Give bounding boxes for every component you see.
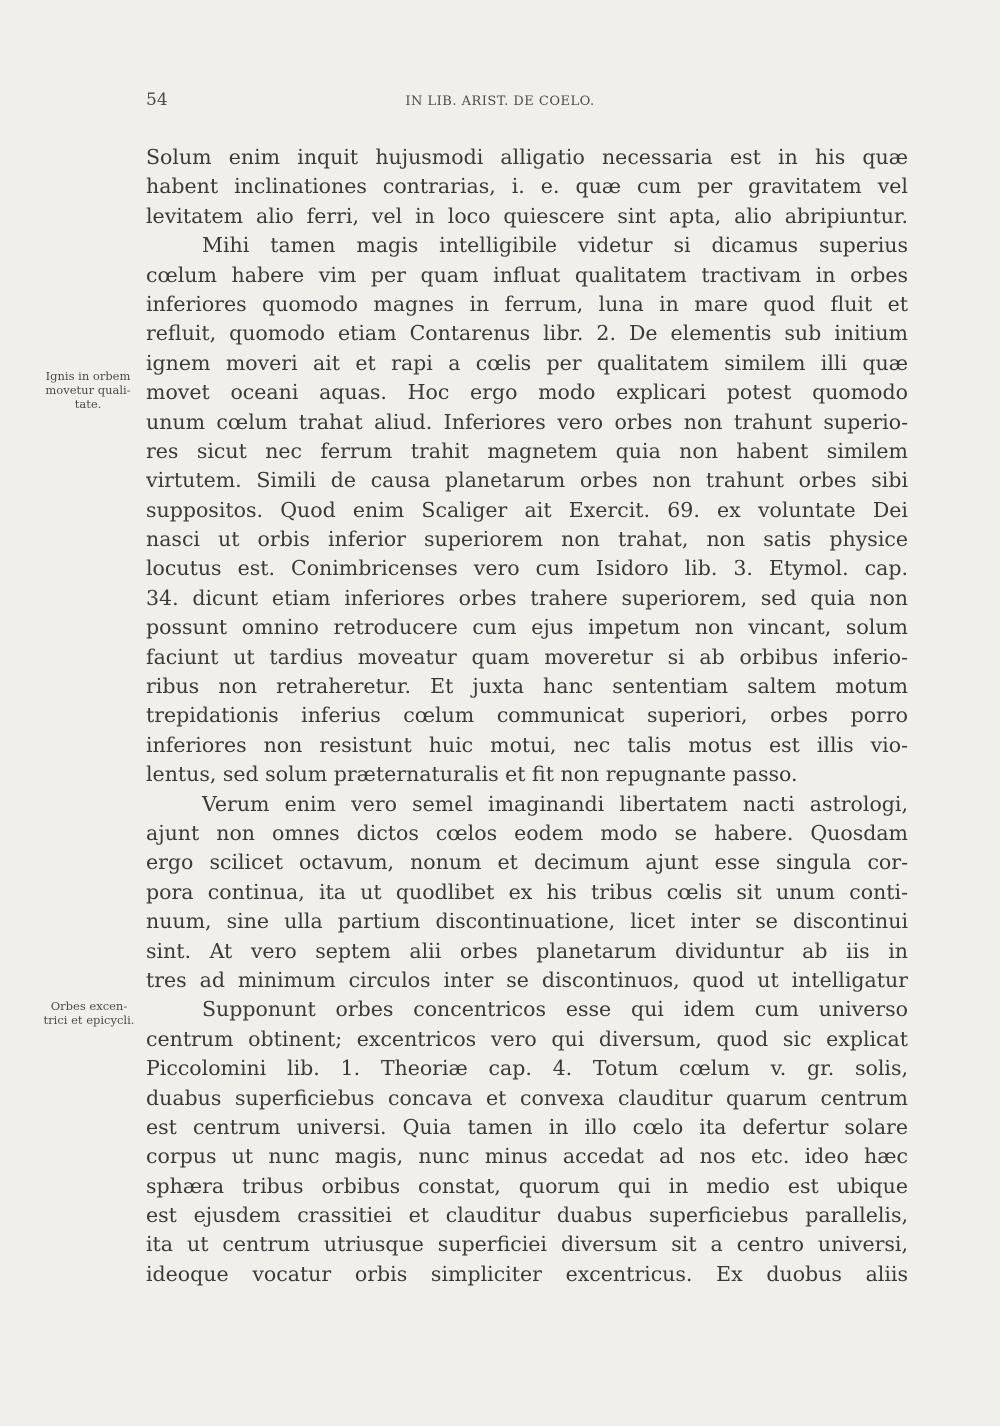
text-line: ajunt non omnes dictos cœlos eodem modo se habere. Quosdam [146, 820, 908, 845]
text-line: inferiores non resistunt huic motui, nec talis motus est illis vio- [146, 732, 908, 757]
text-line: unum cœlum trahat aliud. Inferiores vero orbes non trahunt superio- [146, 409, 908, 434]
text-line: ignem moveri ait et rapi a cœlis per qualitatem similem illi quæ [146, 350, 908, 375]
margin-note-line: Ignis in orbem [45, 369, 131, 383]
text-line: tres ad minimum circulos inter se discontinuos, quod ut intelligatur [146, 967, 908, 992]
text-line: res sicut nec ferrum trahit magnetem quia non habent similem [146, 438, 908, 463]
running-title: IN LIB. ARIST. DE COELO. [405, 94, 595, 109]
margin-note-orbes [28, 999, 150, 1027]
text-line: inferiores quomodo magnes in ferrum, luna in mare quod fluit et [146, 291, 908, 316]
margin-note-line: trici et epicycli. [43, 1013, 135, 1027]
text-line: levitatem alio ferri, vel in loco quiescere sint apta, alio abripiuntur. [146, 203, 908, 228]
text-line: lentus, sed solum præternaturalis et fit non repugnante passo. [146, 762, 798, 787]
text-line: est ejusdem crassitiei et clauditur duabus superficiebus parallelis, [146, 1203, 908, 1228]
margin-note-line: movetur quali- [45, 383, 131, 397]
text-line: nasci ut orbis inferior superiorem non trahat, non satis physice [146, 527, 908, 552]
text-line: ideoque vocatur orbis simpliciter excentricus. Ex duobus aliis [146, 1261, 908, 1286]
margin-note-ignis [34, 369, 142, 411]
page-number: 54 [146, 90, 168, 110]
text-line: ribus non retraheretur. Et juxta hanc sententiam saltem motum [146, 674, 908, 699]
text-line: ita ut centrum utriusque superficiei diversum sit a centro universi, [146, 1232, 908, 1257]
text-line: movet oceani aquas. Hoc ergo modo explicari potest quomodo [146, 380, 908, 405]
text-line: est centrum universi. Quia tamen in illo cœlo ita defertur solare [146, 1114, 908, 1139]
text-line: Verum enim vero semel imaginandi libertatem nacti astrologi, [202, 791, 908, 816]
text-line: sphæra tribus orbibus constat, quorum qui in medio est ubique [146, 1173, 908, 1198]
text-line: virtutem. Simili de causa planetarum orbes non trahunt orbes sibi [146, 468, 908, 493]
text-line: Supponunt orbes concentricos esse qui idem cum universo [202, 997, 908, 1022]
text-line: trepidationis inferius cœlum communicat superiori, orbes porro [146, 703, 908, 728]
text-line: Piccolomini lib. 1. Theoriæ cap. 4. Totum cœlum v. gr. solis, [146, 1056, 908, 1081]
text-line: sint. At vero septem alii orbes planetarum dividuntur ab iis in [146, 938, 908, 963]
text-line: nuum, sine ulla partium discontinuatione, licet inter se discontinui [146, 909, 908, 934]
text-line: faciunt ut tardius moveatur quam moveretur si ab orbibus inferio- [146, 644, 908, 669]
text-line: cœlum habere vim per quam influat qualitatem tractivam in orbes [146, 262, 908, 287]
text-line: 34. dicunt etiam inferiores orbes trahere superiorem, sed quia non [146, 585, 908, 610]
text-line: Mihi tamen magis intelligibile videtur si dicamus superius [202, 233, 908, 258]
text-line: suppositos. Quod enim Scaliger ait Exercit. 69. ex voluntate Dei [146, 497, 908, 522]
margin-note-line: tate. [74, 397, 102, 411]
text-line: pora continua, ita ut quodlibet ex his tribus cœlis sit unum conti- [146, 879, 908, 904]
text-line: possunt omnino retroducere cum ejus impetum non vincant, solum [146, 615, 908, 640]
text-line: corpus ut nunc magis, nunc minus accedat ad nos etc. ideo hæc [146, 1144, 908, 1169]
text-line: duabus superficiebus concava et convexa clauditur quarum centrum [146, 1085, 908, 1110]
text-line: habent inclinationes contrarias, i. e. quæ cum per gravitatem vel [146, 174, 908, 199]
margin-note-line: Orbes excen- [50, 999, 128, 1013]
text-line: locutus est. Conimbricenses vero cum Isidoro lib. 3. Etymol. cap. [146, 556, 908, 581]
text-line: ergo scilicet octavum, nonum et decimum ajunt esse singula cor- [146, 850, 908, 875]
text-line: Solum enim inquit hujusmodi alligatio necessaria est in his quæ [146, 145, 908, 169]
body-text [146, 143, 908, 1289]
text-line: refluit, quomodo etiam Contarenus libr. 2. De elementis sub initium [146, 321, 908, 346]
text-line: centrum obtinent; excentricos vero qui diversum, quod sic explicat [146, 1026, 908, 1051]
